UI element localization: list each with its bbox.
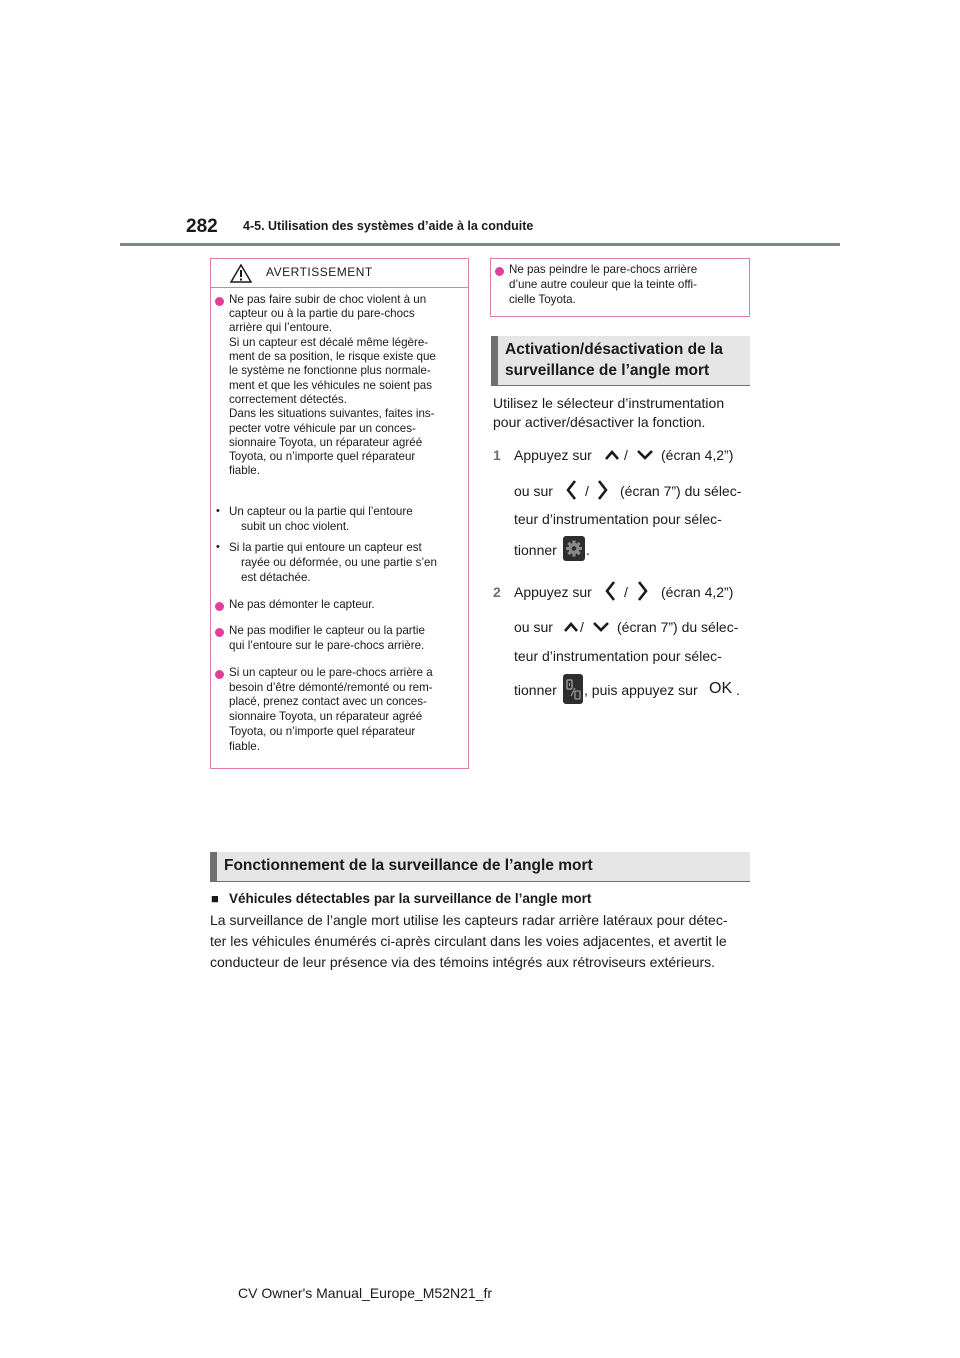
- step-text: teur d’instrumentation pour sélec-: [514, 648, 722, 664]
- blind-spot-screen-icon: [563, 674, 583, 704]
- step-separator: /: [624, 447, 628, 463]
- warning-line: sionnaire Toyota, un réparateur agréé: [229, 710, 423, 723]
- subheading-marker: ■: [211, 891, 219, 906]
- step-text: Appuyez sur: [514, 584, 592, 600]
- blind-spot-monitor-icon: [563, 674, 583, 704]
- warning-line: Ne pas démonter le capteur.: [229, 598, 375, 611]
- warning-line: ment et que les véhicules ne soient pas: [229, 379, 433, 392]
- section-title: Fonctionnement de la surveillance de l’angle mort: [224, 857, 593, 874]
- warning-line: Si un capteur est décalé même légère-: [229, 336, 429, 349]
- step-text: .: [586, 542, 590, 558]
- warning-line: Ne pas modifier le capteur ou la partie: [229, 624, 425, 637]
- warning-line: Dans les situations suivantes, faites ins-: [229, 407, 435, 420]
- intro-line: pour activer/désactiver la fonction.: [493, 414, 706, 430]
- warning-bullet: [215, 297, 224, 306]
- warning-bullet: [215, 628, 224, 637]
- sub-bullet: •: [216, 505, 220, 517]
- step-text: (écran 7”) du sélec-: [617, 619, 739, 635]
- page-number: 282: [186, 216, 218, 237]
- chevron-up-icon: [563, 620, 579, 634]
- section-title-line: Activation/désactivation de la: [505, 341, 723, 358]
- warning-line: arrière qui l’entoure.: [229, 321, 333, 334]
- warning-line: placé, prenez contact avec un conces-: [229, 695, 427, 708]
- step-separator: /: [580, 619, 584, 635]
- chevron-left-icon: [565, 479, 577, 501]
- note-box: [490, 258, 750, 317]
- warning-line: Toyota, ou n’importe quel réparateur: [229, 450, 416, 463]
- subheading: Véhicules détectables par la surveillance de l’angle mort: [229, 891, 592, 906]
- warning-line: Un capteur ou la partie qui l’entoure: [229, 505, 413, 518]
- gear-icon: [563, 536, 585, 561]
- paragraph-line: ter les véhicules énumérés ci-après circulant dans les voies adjacentes, et avertit le: [210, 933, 727, 949]
- warning-box: [210, 258, 469, 769]
- warning-line: sionnaire Toyota, un réparateur agréé: [229, 436, 423, 449]
- step-text: (écran 7”) du sélec-: [620, 483, 742, 499]
- warning-line: correctement détectés.: [229, 393, 347, 406]
- warning-line: Si la partie qui entoure un capteur est: [229, 541, 422, 554]
- step-text: .: [736, 682, 740, 698]
- warning-triangle-icon: [230, 264, 252, 283]
- step-text: Appuyez sur: [514, 447, 592, 463]
- header-divider: [120, 243, 840, 246]
- section-heading-fonctionnement: [210, 852, 750, 882]
- section-heading-activation: [491, 336, 750, 386]
- step-text: , puis appuyez sur: [584, 682, 698, 698]
- note-line: cielle Toyota.: [509, 293, 576, 306]
- step-number: 2: [493, 584, 501, 600]
- warning-line: Si un capteur ou le pare-chocs arrière a: [229, 666, 433, 679]
- warning-line: est détachée.: [241, 571, 311, 584]
- warning-line: qui l’entoure sur le pare-chocs arrière.: [229, 639, 425, 652]
- step-text: tionner: [514, 682, 557, 698]
- step-text: ou sur: [514, 483, 553, 499]
- warning-bullet: [215, 602, 224, 611]
- warning-line: pecter votre véhicule par un conces-: [229, 422, 416, 435]
- step-text: teur d’instrumentation pour sélec-: [514, 511, 722, 527]
- section-title-line: surveillance de l’angle mort: [505, 362, 710, 379]
- chevron-down-icon: [592, 620, 610, 634]
- sub-bullet: •: [216, 541, 220, 553]
- warning-line: fiable.: [229, 740, 260, 753]
- chapter-title: 4-5. Utilisation des systèmes d’aide à la conduite: [243, 219, 534, 233]
- warning-line: Ne pas faire subir de choc violent à un: [229, 293, 427, 306]
- step-separator: /: [585, 483, 589, 499]
- warning-title: AVERTISSEMENT: [266, 265, 373, 279]
- warning-line: besoin d’être démonté/remonté ou rem-: [229, 681, 433, 694]
- step-number: 1: [493, 447, 501, 463]
- step-text: ou sur: [514, 619, 553, 635]
- warning-line: Toyota, ou n’importe quel réparateur: [229, 725, 416, 738]
- footer-text: CV Owner's Manual_Europe_M52N21_fr: [238, 1285, 493, 1301]
- paragraph-line: conducteur de leur présence via des témoins intégrés aux rétroviseurs extérieurs.: [210, 954, 716, 970]
- warning-line: subit un choc violent.: [241, 520, 350, 533]
- paragraph-line: La surveillance de l’angle mort utilise les capteurs radar arrière latéraux pour détec-: [210, 912, 728, 928]
- warning-header: [211, 259, 468, 288]
- warning-line: capteur ou à la partie du pare-chocs: [229, 307, 415, 320]
- chevron-right-icon: [637, 580, 649, 602]
- step-text: (écran 4,2”): [661, 447, 734, 463]
- chevron-left-icon: [604, 580, 616, 602]
- step-text: tionner: [514, 542, 557, 558]
- warning-line: ment de sa position, le risque existe que: [229, 350, 436, 363]
- chevron-up-icon: [604, 448, 620, 462]
- chevron-right-icon: [597, 479, 609, 501]
- warning-line: fiable.: [229, 464, 260, 477]
- ok-button-icon: OK: [709, 680, 733, 697]
- note-line: d’une autre couleur que la teinte offi-: [509, 278, 697, 291]
- note-line: Ne pas peindre le pare-chocs arrière: [509, 263, 698, 276]
- warning-line: le système ne fonctionne plus normale-: [229, 364, 431, 377]
- step-text: (écran 4,2”): [661, 584, 734, 600]
- step-separator: /: [624, 584, 628, 600]
- warning-bullet: [215, 670, 224, 679]
- note-bullet: [495, 267, 504, 276]
- intro-line: Utilisez le sélecteur d’instrumentation: [493, 395, 725, 411]
- chevron-down-icon: [636, 448, 654, 462]
- warning-line: rayée ou déformée, ou une partie s’en: [241, 556, 437, 569]
- settings-screen-icon: [563, 536, 585, 561]
